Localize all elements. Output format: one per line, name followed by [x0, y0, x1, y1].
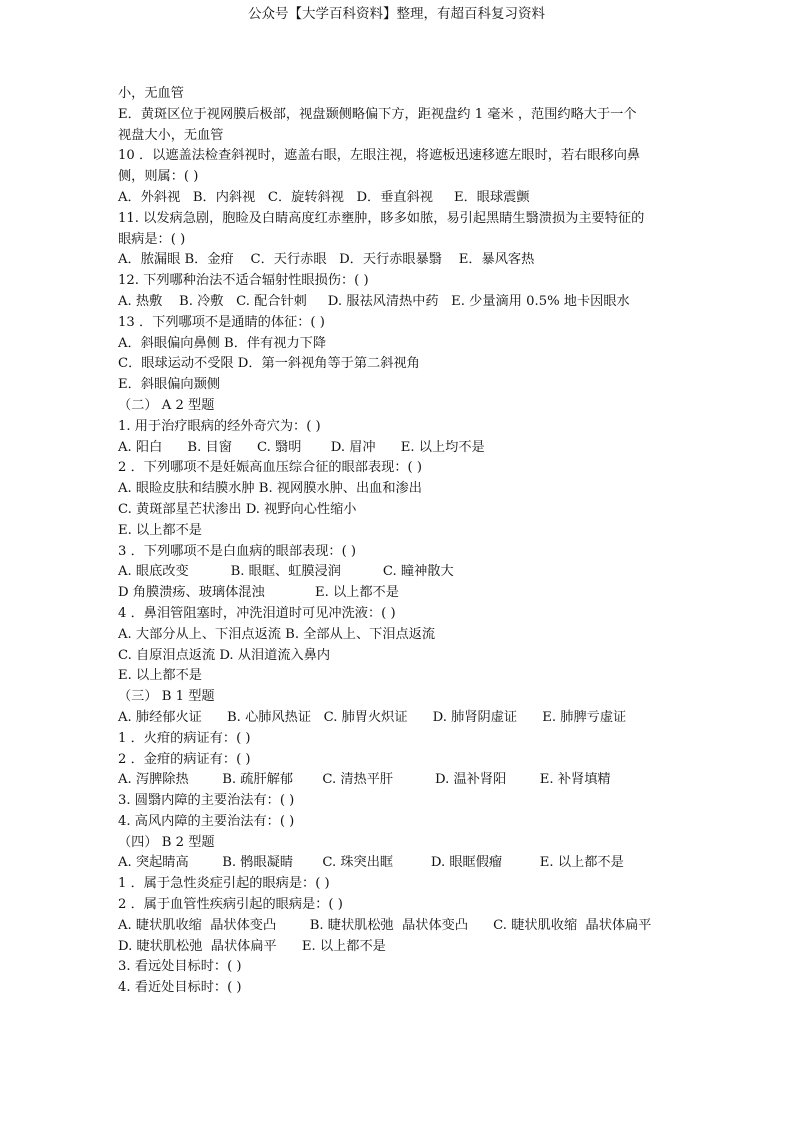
text-line: 3 ．下列哪项不是白血病的眼部表现：( ) — [118, 543, 357, 559]
text-line: A．斜眼偏向鼻侧 B．伴有视力下降 — [118, 335, 327, 351]
text-line: D. 睫状肌松弛 晶状体扁平 E. 以上都不是 — [118, 938, 386, 954]
text-line: A. 大部分从上、下泪点返流 B. 全部从上、下泪点返流 — [118, 626, 436, 642]
text-line: A. 肺经郁火证 B. 心肺风热证 C. 肺胃火炽证 D. 肺肾阴虚证 E. 肺脾亏虚证 — [118, 709, 627, 725]
text-line: 小，无血管 — [118, 86, 184, 101]
text-line: 4. 看近处目标时：( ) — [118, 980, 242, 996]
document-body — [118, 84, 693, 999]
text-line: 侧，则属：( ) — [118, 169, 199, 185]
text-line: A．外斜视 B．内斜视 C．旋转斜视 D．垂直斜视 E．眼球震颤 — [118, 189, 530, 205]
text-line: （四） B 2 型题 — [118, 834, 215, 850]
text-line: 10 ．以遮盖法检查斜视时，遮盖右眼，左眼注视，将遮板迅速移遮左眼时，若右眼移向鼻 — [118, 148, 641, 164]
text-line: （二） A 2 型题 — [118, 397, 215, 413]
text-line: A. 睫状肌收缩 晶状体变凸 B. 睫状肌松弛 晶状体变凸 C. 睫状肌收缩 晶状体扁平 — [118, 917, 652, 933]
text-line: A. 眼睑皮肤和结膜水肿 B. 视网膜水肿、出血和渗出 — [118, 481, 422, 497]
text-line: 2 ．金疳的病证有：( ) — [118, 751, 251, 767]
text-line: A. 泻脾除热 B. 疏肝解郁 C. 清热平肝 D. 温补肾阳 E. 补肾填精 — [118, 772, 611, 788]
text-line: E. 以上都不是 — [118, 522, 202, 538]
text-line: 3. 看远处目标时：( ) — [118, 959, 242, 975]
text-line: 12. 下列哪种治法不适合辐射性眼损伤：( ) — [118, 273, 369, 289]
text-line: 4. 高风内障的主要治法有：( ) — [118, 813, 295, 829]
text-line: E．黄斑区位于视网膜后极部，视盘颞侧略偏下方，距视盘约 1 毫米 ，范围约略大于一个 — [118, 106, 637, 122]
text-line: 11. 以发病急剧，胞睑及白睛高度红赤壅肿，眵多如脓，易引起黑睛生翳溃损为主要特征的 — [118, 210, 645, 226]
text-line: 2 ．属于血管性疾病引起的眼病是：( ) — [118, 897, 343, 913]
text-line: 13 ．下列哪项不是通睛的体征：( ) — [118, 314, 325, 330]
text-line: C．眼球运动不受限 D．第一斜视角等于第二斜视角 — [118, 356, 420, 372]
text-line: 2 ．下列哪项不是妊娠高血压综合征的眼部表现：( ) — [118, 460, 422, 476]
text-line: 1. 用于治疗眼病的经外奇穴为：( ) — [118, 418, 321, 434]
text-line: A. 眼底改变 B. 眼眶、虹膜浸润 C. 瞳神散大 — [118, 564, 454, 580]
text-line: 视盘大小，无血管 — [118, 127, 224, 143]
text-line: C. 黄斑部星芒状渗出 D. 视野向心性缩小 — [118, 501, 357, 517]
page-header: 公众号【大学百科资料】整理，有超百科复习资料 — [248, 6, 545, 22]
text-line: 1 ．火疳的病证有：( ) — [118, 730, 251, 746]
text-line: A. 热敷 B. 冷敷 C. 配合针刺 D. 服祛风清热中药 E. 少量滴用 0.5% 地卡因眼水 — [118, 293, 630, 309]
text-line: A．脓漏眼 B．金疳 C．天行赤眼 D．天行赤眼暴翳 E．暴风客热 — [118, 252, 535, 268]
text-line: E．斜眼偏向颞侧 — [118, 377, 220, 393]
text-line: （三） B 1 型题 — [118, 689, 215, 705]
text-line: E. 以上都不是 — [118, 668, 202, 684]
text-line: 3. 圆翳内障的主要治法有：( ) — [118, 793, 295, 809]
text-line: A. 阳白 B. 目窗 C. 翳明 D. 眉冲 E. 以上均不是 — [118, 439, 485, 455]
text-line: 1 ．属于急性炎症引起的眼病是：( ) — [118, 876, 330, 892]
text-line: 4 ．鼻泪管阻塞时，冲洗泪道时可见冲洗液：( ) — [118, 605, 396, 621]
text-line: A. 突起睛高 B. 鹘眼凝睛 C. 珠突出眶 D. 眼眶假瘤 E. 以上都不是 — [118, 855, 624, 871]
text-line: D 角膜溃疡、玻璃体混浊 E. 以上都不是 — [118, 585, 399, 601]
text-line: C. 自原泪点返流 D. 从泪道流入鼻内 — [118, 647, 331, 663]
text-line: 眼病是：( ) — [118, 231, 186, 247]
